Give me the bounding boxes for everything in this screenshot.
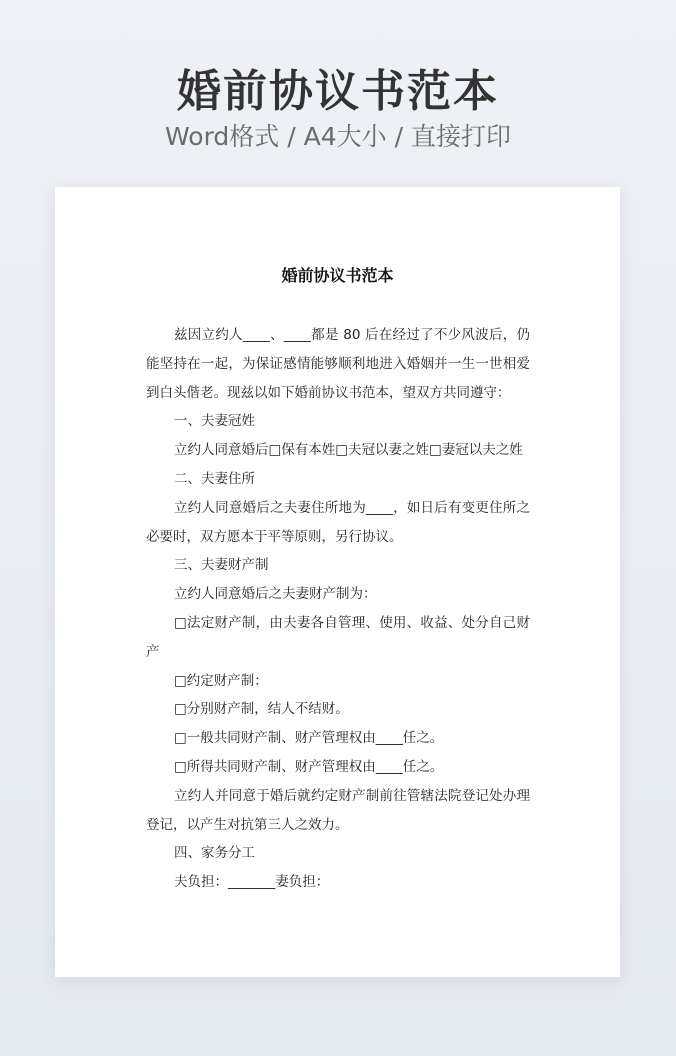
section-heading-property: 三、夫妻财产制 [174,557,269,574]
property-option-statutory: □法定财产制，由夫妻各自管理、使用、收益、处分自己财产 [146,614,530,660]
section-heading-surname: 一、夫妻冠姓 [174,413,255,430]
property-option-separate: □分别财产制，结人不结财。 [174,701,349,718]
property-intro-paragraph: 立约人同意婚后之夫妻财产制为： [174,586,377,603]
document-title: 婚前协议书范本 [281,266,394,285]
property-option-income-joint: □所得共同财产制、财产管理权由____任之。 [174,758,444,775]
property-option-agreed: □约定财产制： [174,672,268,689]
housework-paragraph: 夫负担：_______妻负担： [174,874,330,891]
banner-title: 婚前协议书范本 [177,66,499,117]
document-body [146,321,530,897]
surname-options-paragraph: 立约人同意婚后□保有本姓□夫冠以妻之姓□妻冠以夫之姓 [174,442,523,459]
residence-paragraph: 立约人同意婚后之夫妻住所地为____，如日后有变更住所之必要时，双方愿本于平等原则，另行协议。 [146,499,530,545]
section-heading-housework: 四、家务分工 [174,845,255,862]
document-page [55,187,620,977]
banner-subtitle: Word格式 / A4大小 / 直接打印 [165,122,511,151]
property-option-general-joint: □一般共同财产制、财产管理权由____任之。 [174,730,444,747]
intro-paragraph: 兹因立约人____、____都是 80 后在经过了不少风波后，仍能坚持在一起，为保证感情能够顺利地进入婚姻并一生一世相爱到白头偕老。现兹以如下婚前协议书范本，望双方共同遵守： [146,327,530,401]
section-heading-residence: 二、夫妻住所 [174,470,255,487]
registration-paragraph: 立约人并同意于婚后就约定财产制前往管辖法院登记处办理登记，以产生对抗第三人之效力。 [146,787,530,833]
